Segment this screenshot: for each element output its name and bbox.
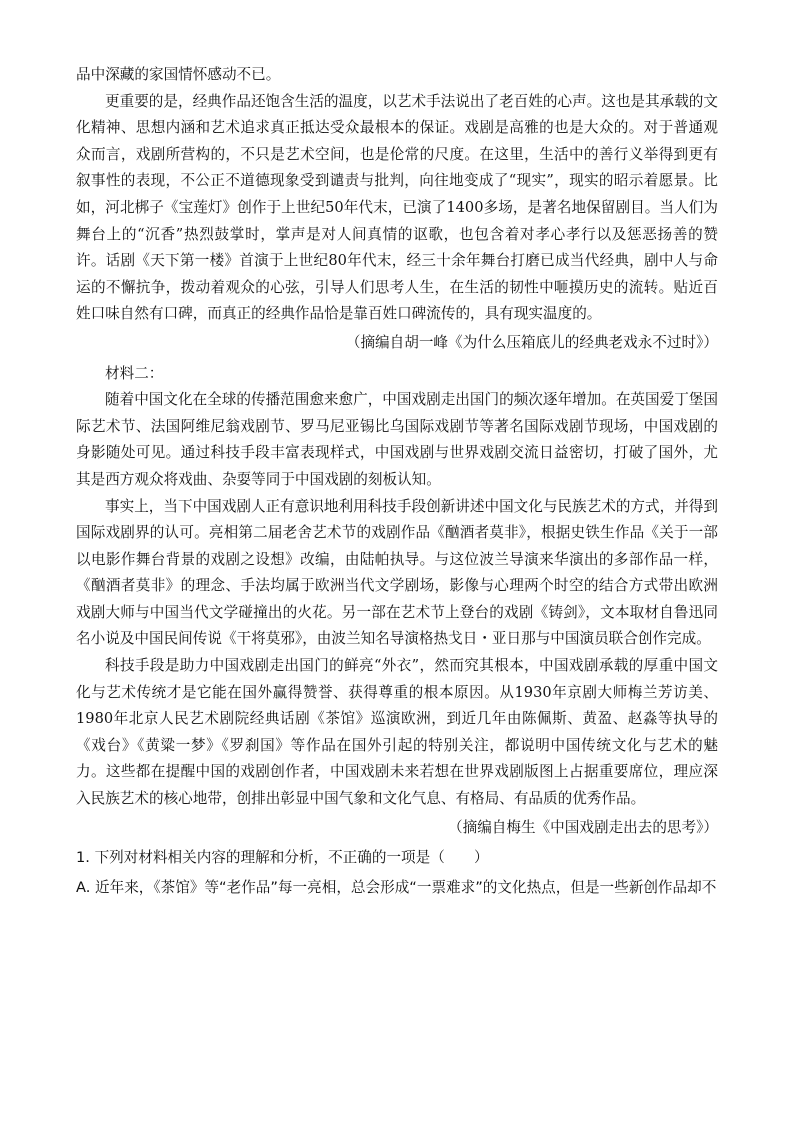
- option-a: A. 近年来，《茶馆》等“老作品”每一亮相，总会形成“一票难求”的文化热点，但是一些新创作品却不: [76, 879, 717, 897]
- paragraph-continuation: 品中深藏的家国情怀感动不已。: [76, 66, 281, 83]
- material-2-paragraph-1: 随着中国文化在全球的传播范围愈来愈广，中国戏剧走出国门的频次逐年增加。在英国爱丁堡国际艺术节、法国阿维尼翁戏剧节、罗马尼亚锡比乌国际戏剧节等著名国际戏剧节现场，中国戏剧的身影随处可见。通过科技手段丰富表现样式，中国戏剧与世界戏剧交流日益密切，打破了国外，尤其是西方观众将戏曲、杂耍等同于中国戏剧的刻板认知。: [76, 391, 718, 488]
- source-citation-1: （摘编自胡一峰《为什么压箱底儿的经典老戏永不过时》）: [345, 333, 718, 351]
- material-2-paragraph-2: 事实上，当下中国戏剧人正有意识地利用科技手段创新讲述中国文化与民族艺术的方式，并得到国际戏剧界的认可。亮相第二届老舍艺术节的戏剧作品《酗酒者莫非》，根据史铁生作品《关于一部以电影作舞台背景的戏剧之设想》改编，由陆帕执导。与这位波兰导演来华演出的多部作品一样，《酗酒者莫非》的理念、手法均属于欧洲当代文学剧场，影像与心理两个时空的结合方式带出欧洲戏剧大师与中国当代文学碰撞出的火花。另一部在艺术节上登台的戏剧《铸剑》，文本取材自鲁迅同名小说及中国民间传说《干将莫邪》，由波兰知名导演格热戈日・亚日那与中国演员联合创作完成。: [76, 497, 718, 648]
- paragraph-classic-works: 更重要的是，经典作品还饱含生活的温度，以艺术手法说出了老百姓的心声。这也是其承载的文化精神、思想内涵和艺术追求真正抵达受众最根本的保证。戏剧是高雅的也是大众的。对于普通观众而言，戏剧所营构的，不只是艺术空间，也是伦常的尺度。在这里，生活中的善行义举得到更有叙事性的表现，不公正不道德现象受到谴责与批判，向往地变成了“现实”，现实的昭示着愿景。比如，河北梆子《宝莲灯》创作于上世纪50年代末，已演了1400多场，是著名地保留剧目。当人们为舞台上的“沉香”热烈鼓掌时，掌声是对人间真情的讴歌，也包含着对孝心孝行以及惩恶扬善的赞许。话剧《天下第一楼》首演于上世纪80年代末，经三十余年舞台打磨已成当代经典，剧中人与命运的不懈抗争，拨动着观众的心弦，引导人们思考人生，在生活的韧性中咂摸历史的流转。贴近百姓口味自然有口碑，而真正的经典作品恰是靠百姓口碑流传的，具有现实温度的。: [76, 92, 718, 323]
- reading-passage: [76, 62, 718, 841]
- source-citation-2: （摘编自梅生《中国戏剧走出去的思考》）: [448, 818, 718, 836]
- material-2-paragraph-3: 科技手段是助力中国戏剧走出国门的鲜亮“外衣”，然而究其根本，中国戏剧承载的厚重中国文化与艺术传统才是它能在国外赢得赞誉、获得尊重的根本原因。从1930年京剧大师梅兰芳访美、1980年北京人民艺术剧院经典话剧《茶馆》巡演欧洲，到近几年由陈佩斯、黄盈、赵淼等执导的《戏台》《黄粱一梦》《罗刹国》等作品在国外引起的特别关注，都说明中国传统文化与艺术的魅力。这些都在提醒中国的戏剧创作者，中国戏剧未来若想在世界戏剧版图上占据重要席位，理应深入民族艺术的核心地带，创排出彰显中国气象和文化气息、有格局、有品质的优秀作品。: [76, 657, 718, 808]
- material-2-label: 材料二：: [105, 364, 164, 382]
- question-1: 1. 下列对材料相关内容的理解和分析，不正确的一项是（ ）: [76, 849, 489, 867]
